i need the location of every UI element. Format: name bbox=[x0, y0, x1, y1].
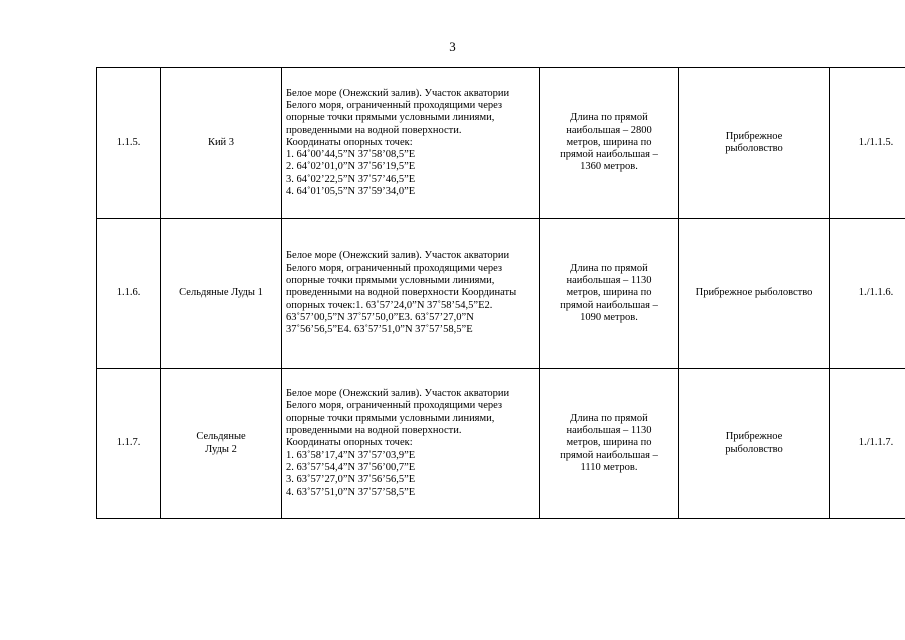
dimensions-cell bbox=[540, 219, 679, 369]
dimensions-line: Длина по прямой bbox=[570, 262, 648, 274]
description-line: Белое море (Онежский залив). Участок акватории bbox=[286, 87, 510, 99]
fishing-type-line: Прибрежное рыболовство bbox=[695, 287, 813, 299]
dimensions-cell bbox=[540, 369, 679, 519]
dimensions-line: 1090 метров. bbox=[580, 311, 638, 323]
fishing-areas-table bbox=[96, 67, 905, 519]
description-line: Белое море (Онежский залив). Участок акватории bbox=[286, 250, 510, 262]
coordinate-line: 1. 63˚58’17,4”N 37˚57’03,9”E bbox=[286, 449, 416, 461]
area-description-cell bbox=[282, 68, 540, 219]
dimensions-line: наибольшая – 1130 bbox=[566, 425, 652, 437]
coordinate-line: 4. 63˚57’51,0”N 37˚57’58,5”E bbox=[286, 486, 416, 498]
coordinate-line: 2. 63˚57’54,4”N 37˚56’00,7”E bbox=[286, 461, 416, 473]
area-description-cell bbox=[282, 369, 540, 519]
description-line: проведенными на водной поверхности. bbox=[286, 124, 462, 136]
coordinate-line: 1. 64˚00’44,5”N 37˚58’08,5”E bbox=[286, 149, 416, 161]
dimensions-line: метров, ширина по bbox=[566, 136, 652, 148]
fishing-type-cell bbox=[679, 219, 830, 369]
dimensions-line: прямой наибольшая – bbox=[560, 149, 658, 161]
description-line: Белого моря, ограниченный проходящими через bbox=[286, 99, 503, 111]
fishing-type-cell bbox=[679, 68, 830, 219]
area-name-cell bbox=[161, 369, 282, 519]
dimensions-line: 1110 метров. bbox=[580, 461, 638, 473]
fishing-type-cell bbox=[679, 369, 830, 519]
description-line: Белого моря, ограниченный проходящими через bbox=[286, 400, 503, 412]
area-name-line: Сельдяные bbox=[196, 431, 246, 443]
table-row bbox=[97, 369, 905, 519]
description-line: опорные точки прямыми условными линиями, bbox=[286, 412, 495, 424]
coordinate-line: 37˚56’56,5”E4. 63˚57’51,0”N 37˚57’58,5”E bbox=[286, 324, 473, 336]
dimensions-line: 1360 метров. bbox=[580, 161, 638, 173]
coordinate-line: 3. 63˚57’27,0”N 37˚56’56,5”E bbox=[286, 474, 416, 486]
dimensions-line: метров, ширина по bbox=[566, 437, 652, 449]
dimensions-line: наибольшая – 2800 bbox=[566, 124, 652, 136]
page-number: 3 bbox=[449, 39, 456, 54]
dimensions-line: метров, ширина по bbox=[566, 287, 652, 299]
dimensions-line: наибольшая – 1130 bbox=[566, 275, 652, 287]
area-name-line: Сельдяные Луды 1 bbox=[179, 287, 263, 299]
row-number-cell: 1.1.5. bbox=[97, 68, 161, 219]
dimensions-line: прямой наибольшая – bbox=[560, 449, 658, 461]
fishing-type-line: рыболовство bbox=[725, 443, 783, 455]
coordinate-line: 63˚57’00,5”N 37˚57’50,0”E3. 63˚57’27,0”N bbox=[286, 311, 474, 323]
description-line: опорные точки прямыми условными линиями, bbox=[286, 275, 495, 287]
coordinate-line: 4. 64˚01’05,5”N 37˚59’34,0”E bbox=[286, 186, 416, 198]
dimensions-line: прямой наибольшая – bbox=[560, 299, 658, 311]
description-line: Белого моря, ограниченный проходящими через bbox=[286, 262, 503, 274]
coordinate-line: 3. 64˚02’22,5”N 37˚57’46,5”E bbox=[286, 173, 416, 185]
area-code-cell: 1./1.1.7. bbox=[830, 369, 905, 519]
table-row bbox=[97, 219, 905, 369]
fishing-type-line: рыболовство bbox=[725, 143, 783, 154]
fishing-type-line: Прибрежное bbox=[725, 130, 783, 142]
dimensions-cell bbox=[540, 68, 679, 219]
area-description-cell bbox=[282, 219, 540, 369]
description-line: Координаты опорных точек: bbox=[286, 437, 413, 449]
dimensions-line: Длина по прямой bbox=[570, 112, 648, 124]
description-line: проведенными на водной поверхности. bbox=[286, 425, 462, 437]
row-number-cell: 1.1.7. bbox=[97, 369, 161, 519]
fishing-type-line: Прибрежное bbox=[725, 431, 783, 443]
description-line: опорные точки прямыми условными линиями, bbox=[286, 112, 495, 124]
area-code-cell: 1./1.1.6. bbox=[830, 219, 905, 369]
coordinate-line: опорных точек:1. 63˚57’24,0”N 37˚58’54,5”E2. bbox=[286, 299, 493, 311]
description-line: Белое море (Онежский залив). Участок акватории bbox=[286, 388, 510, 400]
dimensions-line: Длина по прямой bbox=[570, 412, 648, 424]
area-name-cell bbox=[161, 219, 282, 369]
coordinate-line: 2. 64˚02’01,0”N 37˚56’19,5”E bbox=[286, 161, 416, 173]
description-line: проведенными на водной поверхности Координаты bbox=[286, 287, 517, 299]
row-number-cell: 1.1.6. bbox=[97, 219, 161, 369]
description-line: Координаты опорных точек: bbox=[286, 136, 413, 148]
area-name-line: Кий 3 bbox=[207, 136, 235, 148]
table-row bbox=[97, 68, 905, 219]
area-name-cell bbox=[161, 68, 282, 219]
area-name-line: Луды 2 bbox=[205, 443, 237, 455]
area-code-cell: 1./1.1.5. bbox=[830, 68, 905, 219]
